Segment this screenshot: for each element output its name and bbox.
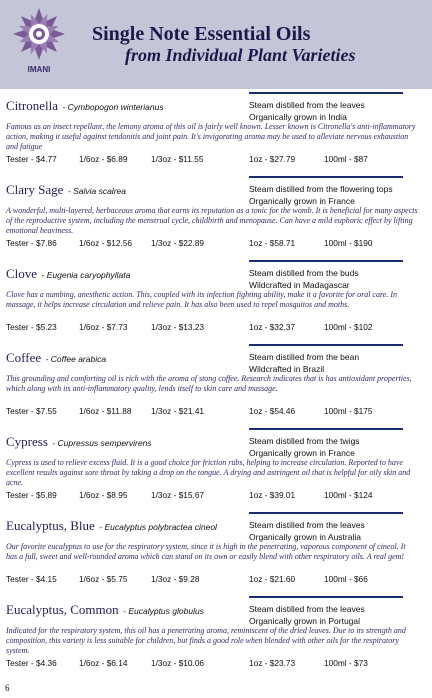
- oil-method: [249, 435, 429, 459]
- price-row: [6, 574, 418, 585]
- oil-name-line: Clove - Eugenia caryophyllata: [6, 266, 131, 281]
- price-one-oz: 1oz - $54.46: [249, 406, 296, 416]
- divider-rule: [249, 596, 403, 598]
- oil-description: Cypress is used to relieve excess fluid. It is a good choice for friction rubs, helping to increase circulation. Reported to have excellent results against sore throat by taking a drop on the tongue. A drying and astringent oil that is helpful for oily skin and acne.: [6, 458, 411, 487]
- distillation-method: Steam distilled from the flowering tops: [249, 184, 393, 194]
- price-row: [6, 322, 418, 333]
- oil-latin-name: Cymbopogon winterianus: [67, 102, 164, 112]
- distillation-method: Steam distilled from the leaves: [249, 100, 365, 110]
- price-row: [6, 490, 418, 501]
- oil-latin-name: Eucalyptus globulus: [128, 606, 204, 616]
- price-100ml: 100ml - $102: [324, 322, 373, 332]
- imani-logo-icon: [13, 8, 65, 82]
- oil-method: [249, 603, 429, 627]
- price-100ml: 100ml - $175: [324, 406, 373, 416]
- oil-name-line: Citronella - Cymbopogon winterianus: [6, 98, 164, 113]
- oil-common-name: Coffee: [6, 350, 42, 365]
- divider-rule: [249, 92, 403, 94]
- divider-rule: [249, 428, 403, 430]
- oil-method: [249, 99, 429, 123]
- price-third-oz: 1/3oz - $21.41: [151, 406, 205, 416]
- page-title: Single Note Essential Oils: [92, 23, 311, 45]
- oil-name-line: Clary Sage - Salvia scalrea: [6, 182, 126, 197]
- distillation-method: Steam distilled from the buds: [249, 268, 359, 278]
- price-100ml: 100ml - $66: [324, 574, 368, 584]
- price-third-oz: 1/3oz - $15.67: [151, 490, 205, 500]
- oil-description: Our favorite eucalyptus to use for the respiratory system, since it is high in the penetrating, vaporous component of cineol. It has a full, sweet and well-rounded aroma which can stand on its own or easily blend with other respiratory oils. A real gem!: [6, 542, 406, 561]
- divider-rule: [249, 176, 403, 178]
- price-tester: Tester - $7.86: [6, 238, 57, 248]
- origin: Organically grown in India: [249, 112, 347, 122]
- price-tester: Tester - $5.89: [6, 490, 57, 500]
- distillation-method: Steam distilled from the twigs: [249, 436, 360, 446]
- oil-common-name: Cypress: [6, 434, 48, 449]
- oil-method: [249, 519, 429, 543]
- origin: Wildcrafted in Madagascar: [249, 280, 350, 290]
- price-sixth-oz: 1/6oz - $6.89: [79, 154, 128, 164]
- oil-method: [249, 183, 429, 207]
- origin: Organically grown in France: [249, 448, 355, 458]
- oil-name-line: Eucalyptus, Common - Eucalyptus globulus: [6, 602, 204, 617]
- price-row: [6, 406, 418, 417]
- page-header: [0, 0, 432, 89]
- divider-rule: [249, 344, 403, 346]
- price-sixth-oz: 1/6oz - $6.14: [79, 658, 128, 668]
- distillation-method: Steam distilled from the leaves: [249, 604, 365, 614]
- price-one-oz: 1oz - $39.01: [249, 490, 296, 500]
- origin: Wildcrafted in Brazil: [249, 364, 325, 374]
- oil-name-line: Coffee - Coffee arabica: [6, 350, 107, 365]
- price-row: [6, 658, 418, 669]
- price-sixth-oz: 1/6oz - $11.88: [79, 406, 132, 416]
- price-row: [6, 154, 418, 165]
- price-100ml: 100ml - $190: [324, 238, 373, 248]
- oil-description: A wonderful, multi-layered, herbaceous aroma that earns its reputation as a tonic for the womb. It is beneficial for many aspects of the reproductive system, including the menstrual cycle, childbirth and menopause. Can have a mild euphoric effect by lifting emotional heaviness.: [6, 206, 418, 235]
- price-one-oz: 1oz - $58.71: [249, 238, 296, 248]
- oil-latin-name: Salvia scalrea: [73, 186, 126, 196]
- price-tester: Tester - $4.36: [6, 658, 57, 668]
- distillation-method: Steam distilled from the bean: [249, 352, 360, 362]
- oil-description: This grounding and comforting oil is rich with the aroma of stong coffee. Research indicates that is has antioxidant properties, which along with its anti-inflammatory quality, lends itself to skin care and massage.: [6, 374, 412, 393]
- price-sixth-oz: 1/6oz - $12.56: [79, 238, 133, 248]
- price-sixth-oz: 1/6oz - $7.73: [79, 322, 128, 332]
- oil-common-name: Clary Sage: [6, 182, 64, 197]
- oil-name-line: Cypress - Cupressus sempervirens: [6, 434, 152, 449]
- price-third-oz: 1/3oz - $13.23: [151, 322, 205, 332]
- oil-description: Famous as an insect repellant, the lemony aroma of this oil is fairly well known. Lesser known is Citronella's anti-inflammatory action, making it useful against tendonitis and joint pain. It's invigorating aroma may be used to alleviate nervous exhaustion and fatigue: [6, 122, 416, 151]
- price-tester: Tester - $7.55: [6, 406, 57, 416]
- oil-common-name: Citronella: [6, 98, 58, 113]
- price-row: [6, 238, 418, 249]
- divider-rule: [249, 260, 403, 262]
- oil-common-name: Eucalyptus, Blue: [6, 518, 95, 533]
- page-number: 6: [5, 683, 10, 693]
- price-tester: Tester - $4.77: [6, 154, 57, 164]
- price-third-oz: 1/3oz - $10.06: [151, 658, 205, 668]
- origin: Organically grown in Portugal: [249, 616, 361, 626]
- price-100ml: 100ml - $73: [324, 658, 368, 668]
- price-one-oz: 1oz - $27.79: [249, 154, 296, 164]
- oil-name-line: Eucalyptus, Blue - Eucalyptus polybractea cineol: [6, 518, 217, 533]
- distillation-method: Steam distilled from the leaves: [249, 520, 365, 530]
- oil-latin-name: Eucalyptus polybractea cineol: [104, 522, 217, 532]
- price-third-oz: 1/3oz - $9.28: [151, 574, 200, 584]
- divider-rule: [249, 512, 403, 514]
- price-100ml: 100ml - $87: [324, 154, 368, 164]
- oil-latin-name: Cupressus sempervirens: [57, 438, 152, 448]
- price-third-oz: 1/3oz - $22.89: [151, 238, 205, 248]
- price-sixth-oz: 1/6oz - $8.95: [79, 490, 128, 500]
- price-one-oz: 1oz - $21.60: [249, 574, 296, 584]
- oil-common-name: Clove: [6, 266, 38, 281]
- oil-description: Clove has a numbing, anesthetic action. This, coupled with its infection fighting ability, make it a favorite for oral care. In massage, it helps increase circulation and relieve pain. It has also been used to repel mosquitos and moths.: [6, 290, 397, 309]
- logo-text: IMANI: [27, 65, 51, 74]
- oil-description: Indicated for the respiratory system, this oil has a penetrating aroma, reminiscent of the dried leaves. Due to its strength and composition, this variety is less suitable for children, but finds a good role when blended with other oils for the respiratory system.: [6, 626, 406, 655]
- origin: Organically grown in Australia: [249, 532, 361, 542]
- oil-common-name: Eucalyptus, Common: [6, 602, 119, 617]
- page-subtitle: from Individual Plant Varieties: [125, 45, 356, 65]
- oil-latin-name: Coffee arabica: [50, 354, 107, 364]
- price-tester: Tester - $4.15: [6, 574, 57, 584]
- price-100ml: 100ml - $124: [324, 490, 373, 500]
- price-tester: Tester - $5.23: [6, 322, 57, 332]
- oil-method: [249, 351, 429, 375]
- price-one-oz: 1oz - $23.73: [249, 658, 296, 668]
- origin: Organically grown in France: [249, 196, 355, 206]
- price-one-oz: 1oz - $32.37: [249, 322, 296, 332]
- oil-latin-name: Eugenia caryophyllata: [46, 270, 131, 280]
- price-sixth-oz: 1/6oz - $5.75: [79, 574, 128, 584]
- price-third-oz: 1/3oz - $11.55: [151, 154, 204, 164]
- oil-method: [249, 267, 429, 291]
